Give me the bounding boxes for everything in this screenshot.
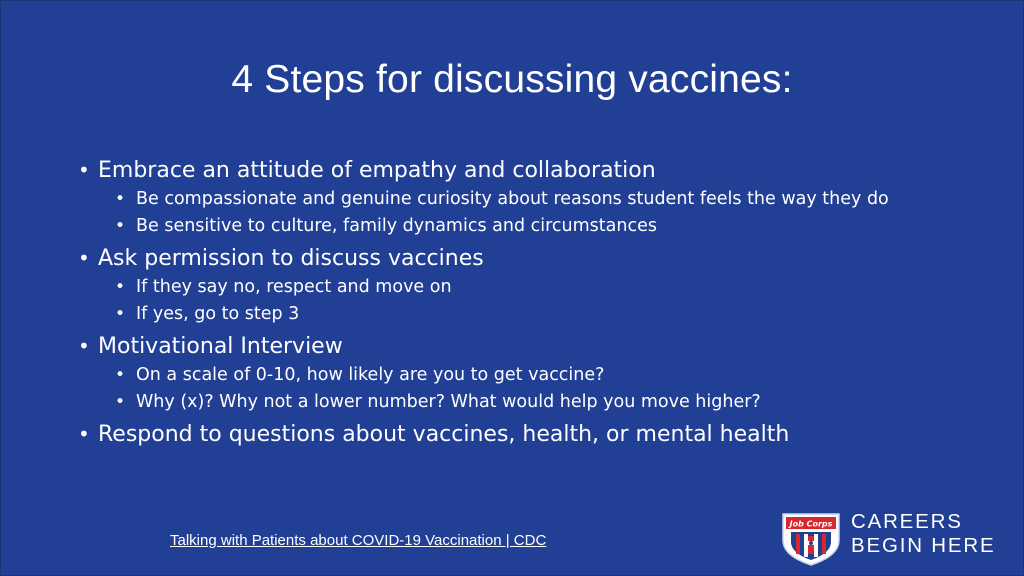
job-corps-logo [779,510,1005,566]
sub-bullet-item [74,363,926,388]
bullet-icon: • [78,158,90,182]
bullet-item [74,332,954,361]
bullet-list [74,156,954,449]
sub-bullet-item [74,390,926,415]
bullet-item [74,244,954,273]
bullet-text: Embrace an attitude of empathy and collaboration [98,158,656,183]
sub-bullet-icon: • [115,189,126,209]
sub-bullet-icon: • [115,277,126,297]
sub-bullet-icon: • [115,216,126,236]
slide-title: 4 Steps for discussing vaccines: [231,58,793,101]
sub-bullet-item [74,302,926,327]
sub-bullet-icon: • [115,304,126,324]
bullet-icon: • [78,334,90,358]
job-corps-shield-icon [779,510,843,566]
bullet-text: Motivational Interview [98,334,343,359]
svg-text:Job Corps: Job Corps [789,519,833,529]
sub-bullet-item [74,187,926,212]
sub-bullet-text: If yes, go to step 3 [136,304,300,324]
bullet-text: Ask permission to discuss vaccines [98,246,484,271]
sub-bullet-item [74,214,926,239]
logo-wordmark [851,510,995,558]
cdc-source-link[interactable]: Talking with Patients about COVID-19 Vaccination | CDC [170,532,547,549]
sub-bullet-text: Be compassionate and genuine curiosity about reasons student feels the way they do [136,189,889,209]
sub-bullet-text: If they say no, respect and move on [136,277,452,297]
bullet-icon: • [78,422,90,446]
bullet-text: Respond to questions about vaccines, health, or mental health [98,422,790,447]
sub-bullet-item [74,275,926,300]
bullet-icon: • [78,246,90,270]
bullet-item [74,156,954,185]
sub-bullet-icon: • [115,365,126,385]
logo-line-careers: CAREERS [851,510,963,533]
bullet-item [74,420,954,449]
sub-bullet-text: Be sensitive to culture, family dynamics and circumstances [136,216,657,236]
logo-line-begin-here: BEGIN HERE [851,534,996,557]
sub-bullet-text: Why (x)? Why not a lower number? What would help you move higher? [136,392,761,412]
sub-bullet-text: On a scale of 0-10, how likely are you to get vaccine? [136,365,605,385]
sub-bullet-icon: • [115,392,126,412]
